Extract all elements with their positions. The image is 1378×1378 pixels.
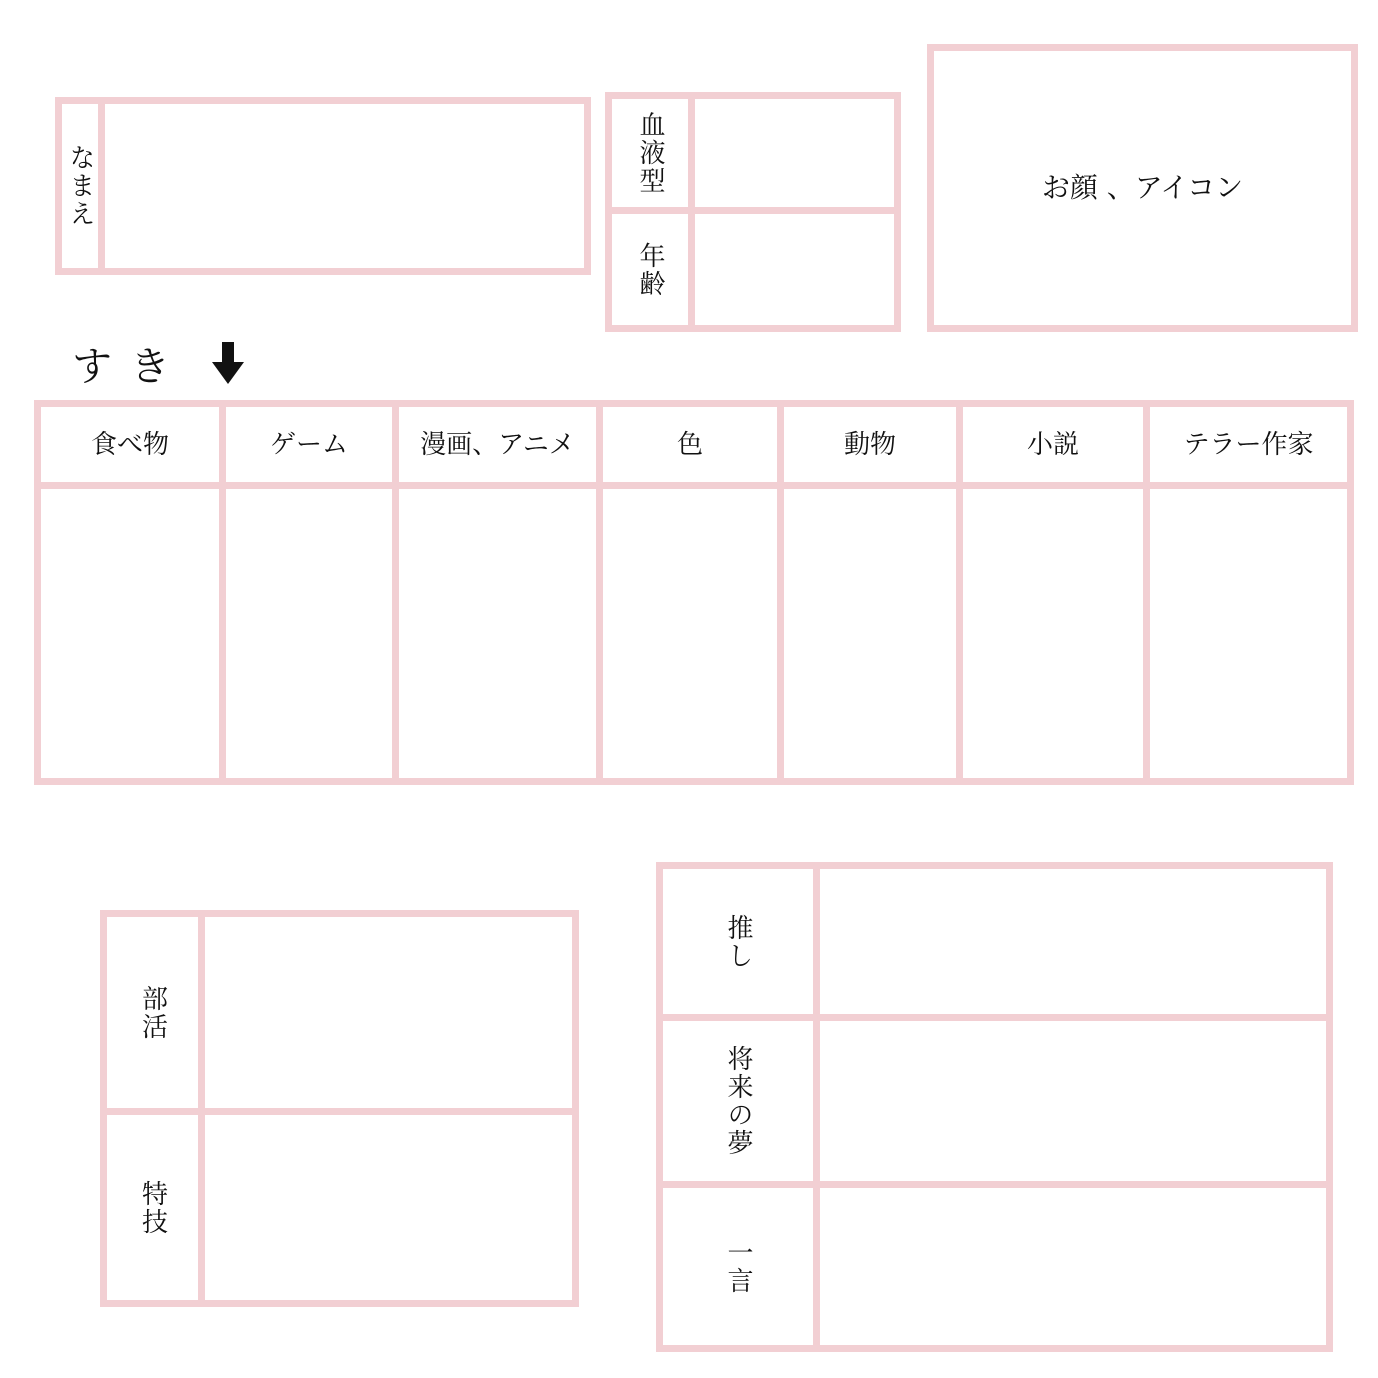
likes-col-divider-1 <box>219 400 226 785</box>
extra-divider <box>813 862 820 1352</box>
likes-header-teller-author: テラー作家 <box>1183 429 1314 460</box>
likes-cell-game[interactable] <box>226 489 392 778</box>
oshi-field[interactable] <box>820 869 1326 1014</box>
likes-col-divider-5 <box>956 400 963 785</box>
likes-cell-color[interactable] <box>603 489 777 778</box>
dream-label: 将来の夢 <box>723 1045 753 1157</box>
likes-cell-animal[interactable] <box>784 489 956 778</box>
likes-col-divider-4 <box>777 400 784 785</box>
likes-title <box>72 336 244 390</box>
face-icon-label: お顔 、アイコン <box>1041 171 1244 204</box>
likes-col-divider-6 <box>1143 400 1150 785</box>
likes-header-novel: 小説 <box>1026 429 1079 460</box>
likes-title-text: すき <box>72 343 188 390</box>
likes-col-divider-2 <box>392 400 399 785</box>
club-skill-row-divider <box>100 1108 579 1115</box>
club-field[interactable] <box>205 917 572 1108</box>
skill-field[interactable] <box>205 1115 572 1300</box>
likes-header-manga-anime: 漫画、アニメ <box>420 429 575 460</box>
likes-cell-manga-anime[interactable] <box>399 489 596 778</box>
name-label: なまえ <box>65 144 95 228</box>
dream-field[interactable] <box>820 1021 1326 1181</box>
likes-cell-teller-author[interactable] <box>1150 489 1347 778</box>
blood-type-label: 血液型 <box>635 111 665 195</box>
blood-type-field[interactable] <box>695 99 894 207</box>
comment-label: 一言 <box>723 1238 753 1295</box>
comment-field[interactable] <box>820 1188 1326 1345</box>
age-field[interactable] <box>695 214 894 325</box>
name-divider <box>98 97 105 275</box>
arrow-down-icon <box>212 342 244 384</box>
likes-cell-novel[interactable] <box>963 489 1143 778</box>
extra-row-divider-1 <box>656 1014 1333 1021</box>
name-field[interactable] <box>105 104 584 268</box>
age-label: 年齢 <box>635 241 665 298</box>
oshi-label: 推し <box>723 913 753 970</box>
likes-cell-food[interactable] <box>41 489 219 778</box>
likes-header-food: 食べ物 <box>90 429 169 460</box>
likes-header-divider <box>34 482 1354 489</box>
blood-age-row-divider <box>605 207 901 214</box>
likes-header-game: ゲーム <box>269 429 348 460</box>
likes-col-divider-3 <box>596 400 603 785</box>
likes-header-color: 色 <box>676 429 703 460</box>
skill-label: 特技 <box>137 1179 168 1236</box>
club-label: 部活 <box>137 984 168 1041</box>
likes-header-animal: 動物 <box>843 429 896 460</box>
extra-row-divider-2 <box>656 1181 1333 1188</box>
